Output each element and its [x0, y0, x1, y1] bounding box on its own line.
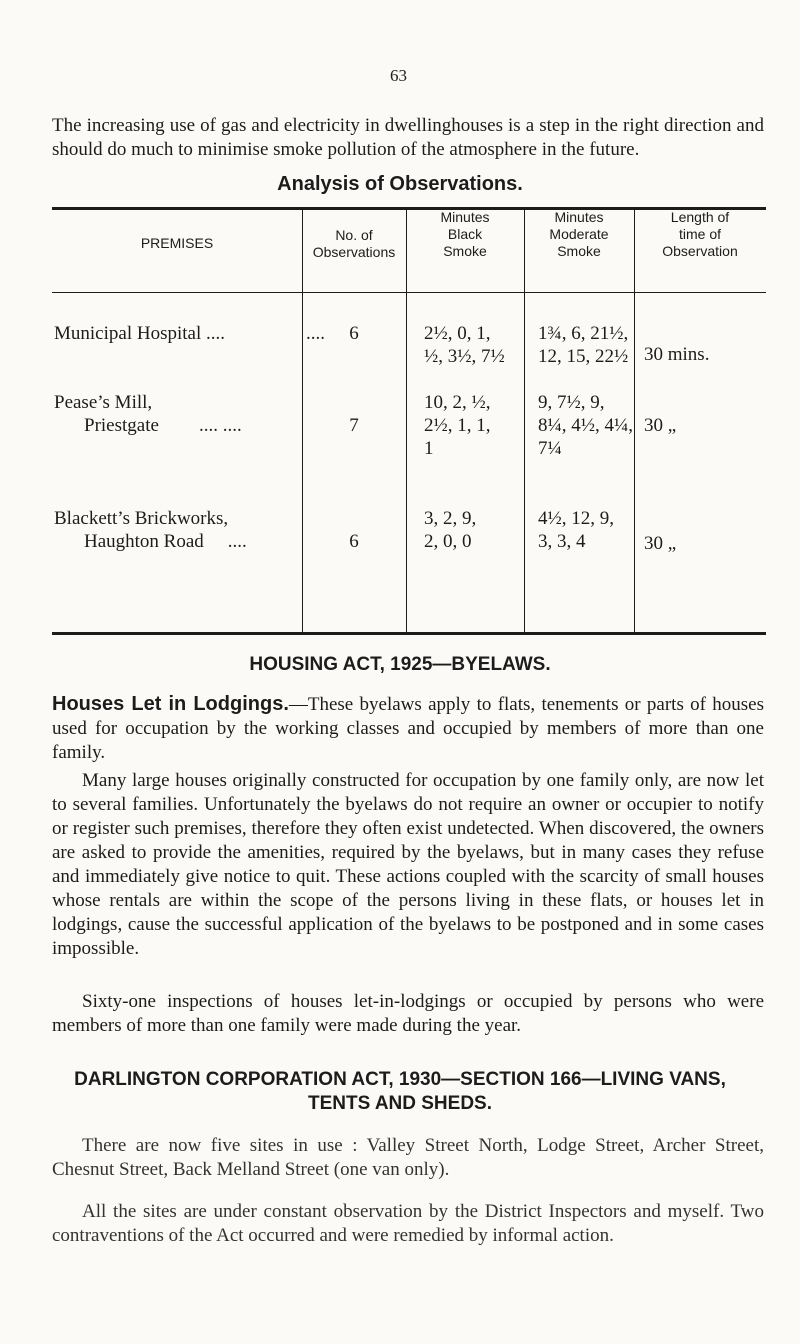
table-row-premises: Blackett’s Brickworks, Haughton Road .... — [54, 508, 247, 552]
darlington-paragraph-2: All the sites are under constant observation by the District Inspectors and myself. Two contraventions of the Act occurred and were remedied by informal action. — [52, 1201, 764, 1246]
header-black-smoke: Minutes Black Smoke — [440, 209, 490, 259]
table-row-length: 30 „ — [644, 533, 677, 554]
header-length-of-time: Length of time of Observation — [662, 209, 738, 259]
table-row-premises: Pease’s Mill, Priestgate .... .... — [54, 392, 242, 436]
table-row-black-smoke: 3, 2, 9, 2, 0, 0 — [424, 508, 477, 552]
table-row-black-smoke: 10, 2, ½, 2½, 1, 1, 1 — [424, 392, 491, 459]
table-bottom-rule — [52, 632, 766, 635]
table-row-dots: .... — [306, 323, 325, 344]
table-row-moderate-smoke: 4½, 12, 9, 3, 3, 4 — [538, 508, 614, 552]
column-divider — [524, 207, 525, 635]
table-row-premises: Municipal Hospital .... — [54, 323, 225, 344]
table-row-observations: 6 — [349, 531, 359, 552]
table-header-rule — [52, 292, 766, 293]
header-premises: PREMISES — [140, 235, 214, 251]
houses-let-in-lodgings-subheading: Houses Let in Lodgings. — [52, 693, 289, 715]
housing-paragraph-2: Many large houses originally constructed for occupation by one family only, are now let to several families. Unfortunately the byelaws do not require an owner or occupier to notify or register such premises, therefore they often exist undetected. When discovered, the owners are asked to provide the amenities, required by the byelaws, but in many cases they refuse and immediately give notice to quit. These actions coupled with the scarcity of small houses whose rentals are within the scope of the persons living in these flats, or houses let in lodgings, cause the successful application of the byelaws to be postponed and in some cases impossible. — [52, 770, 764, 959]
darlington-act-heading: DARLINGTON CORPORATION ACT, 1930—SECTION 166—LIVING VANS, TENTS AND SHEDS. — [74, 1069, 726, 1114]
page-number: 63 — [390, 66, 407, 85]
housing-act-heading: HOUSING ACT, 1925—BYELAWS. — [249, 654, 551, 675]
analysis-title: Analysis of Observations. — [277, 173, 523, 195]
intro-paragraph: The increasing use of gas and electricity in dwellinghouses is a step in the right direction and should do much to minimise smoke pollution of the atmosphere in the future. — [52, 115, 764, 160]
table-row-observations: 6 — [349, 323, 359, 344]
table-row-moderate-smoke: 9, 7½, 9, 8¼, 4½, 4¼, 7¼ — [538, 392, 633, 459]
table-row-length: 30 mins. — [644, 344, 710, 365]
column-divider — [406, 207, 407, 635]
table-row-black-smoke: 2½, 0, 1, ½, 3½, 7½ — [424, 323, 505, 367]
header-moderate-smoke: Minutes Moderate Smoke — [549, 209, 609, 259]
table-row-length: 30 „ — [644, 415, 677, 436]
table-row-moderate-smoke: 1¾, 6, 21½, 12, 15, 22½ — [538, 323, 629, 367]
darlington-paragraph-1: There are now five sites in use : Valley Street North, Lodge Street, Archer Street, Chesnut Street, Back Melland Street (one van only). — [52, 1135, 764, 1180]
table-row-observations: 7 — [349, 415, 359, 436]
header-observations: No. of Observations — [312, 227, 396, 260]
housing-paragraph-3: Sixty-one inspections of houses let-in-lodgings or occupied by persons who were members of more than one family were made during the year. — [52, 991, 764, 1036]
column-divider — [634, 207, 635, 635]
housing-paragraph-1: Houses Let in Lodgings.—These byelaws apply to flats, tenements or parts of houses used for occupation by the working classes and occupied by members of more than one family. — [52, 693, 764, 763]
